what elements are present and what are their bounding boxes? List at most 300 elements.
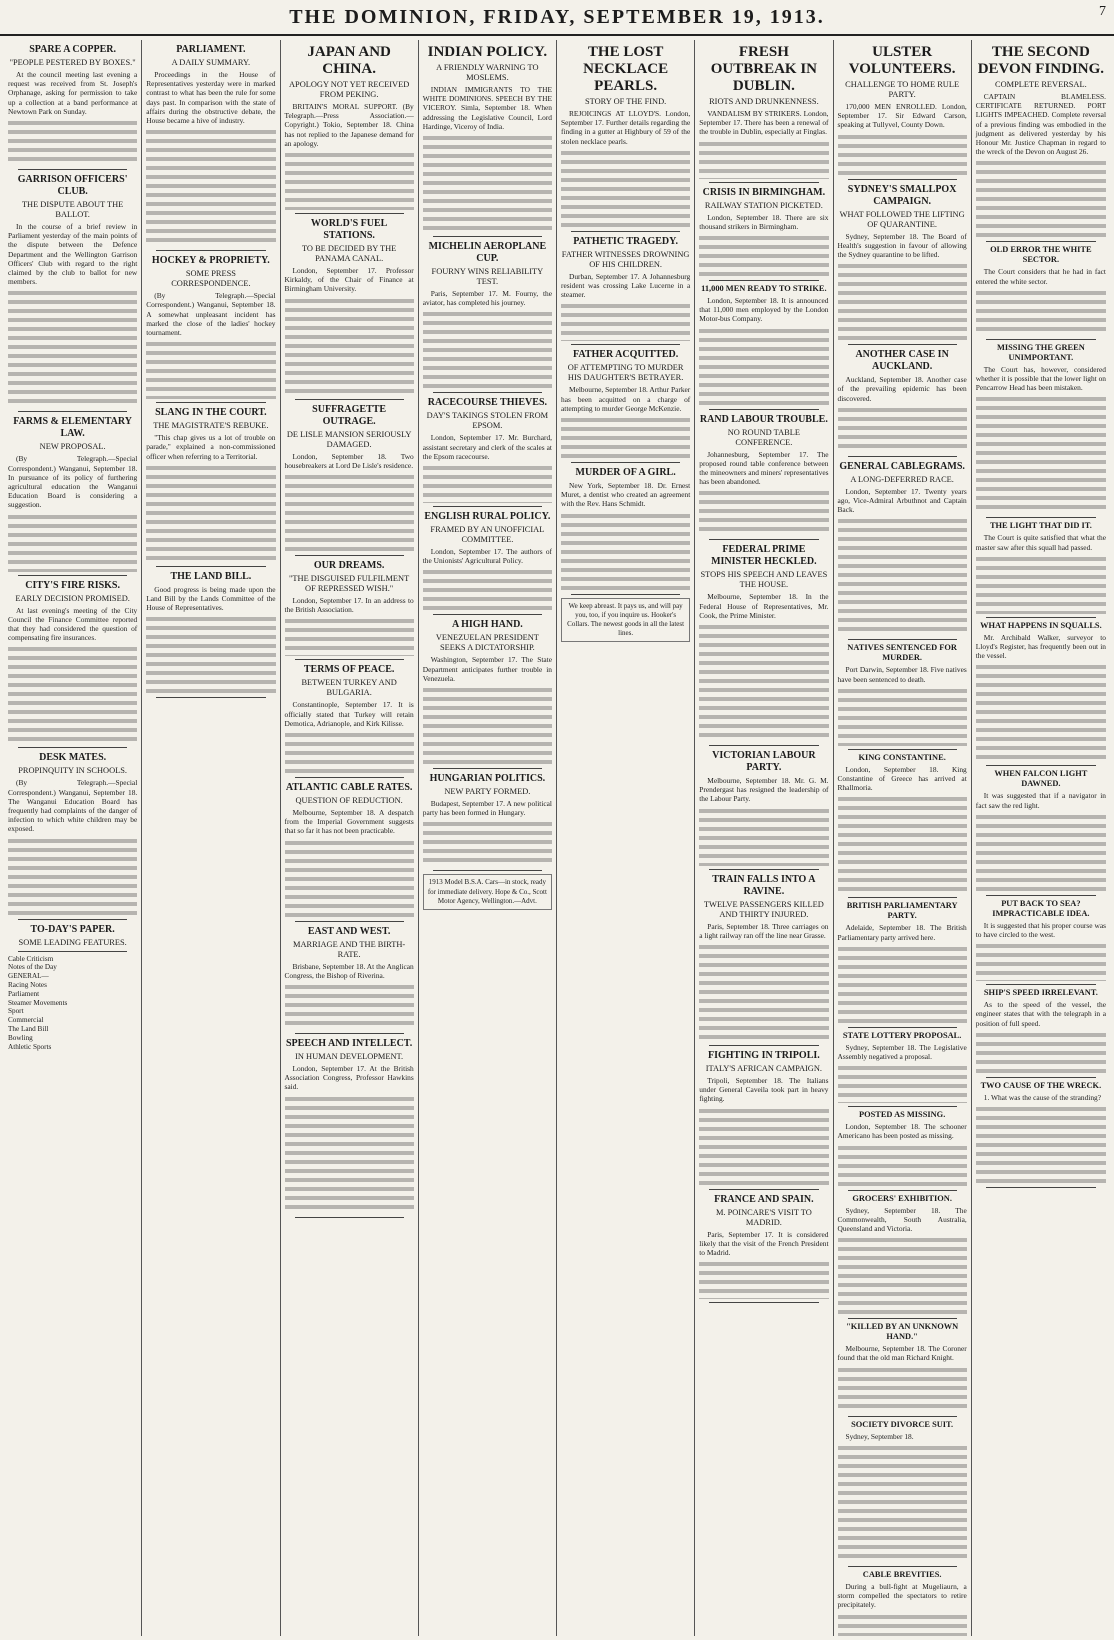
article: [699, 544, 828, 746]
article-body: Tripoli, September 18. The Italians under General Caveila took part in heavy fighting.: [699, 1076, 829, 1104]
article-headline: DESK MATES.: [39, 752, 107, 764]
article-subhead: OF ATTEMPTING TO MURDER HIS DAUGHTER'S BETRAYER.: [567, 363, 684, 383]
article-subhead: SOCIETY DIVORCE SUIT.: [851, 1419, 954, 1429]
article-text-lines: [976, 1104, 1106, 1184]
article-text-lines: [838, 1443, 967, 1563]
article-headline: SYDNEY'S SMALLPOX CAMPAIGN.: [847, 183, 957, 207]
article-text-lines: [976, 288, 1106, 336]
article: [699, 414, 828, 541]
contents-item: Bowling: [8, 1033, 33, 1042]
article-headline: EAST AND WEST.: [307, 925, 391, 937]
article-headline: HOCKEY & PROPRIETY.: [151, 255, 270, 267]
article-text-lines: [838, 261, 967, 341]
article-headline: JAPAN AND CHINA.: [307, 44, 391, 77]
article: [423, 44, 552, 237]
article-text-lines: [423, 685, 552, 765]
article-body: Melbourne, September 18. In the Federal House of Representatives, Mr. Cook, the Prime Minister.: [699, 592, 829, 620]
article: [838, 184, 967, 346]
article: [423, 511, 552, 615]
article-body: London, September 18. It is announced that 11,000 men employed by the London Motor-bus Company.: [699, 296, 829, 324]
article-headline: TO-DAY'S PAPER.: [30, 923, 115, 935]
article: [838, 44, 967, 180]
contents-item: Racing Notes: [8, 981, 47, 990]
article-headline: FIGHTING IN TRIPOLI.: [707, 1050, 820, 1062]
article-body: Adelaide, September 18. The British Parliamentary party arrived here.: [837, 923, 967, 942]
article-headline: FARMS & ELEMENTARY LAW.: [13, 416, 132, 440]
contents-item: The Land Bill: [8, 1025, 49, 1034]
article: [976, 988, 1106, 1078]
article-body: London, September 18. Two housebreakers at Lord De Lisle's residence.: [284, 451, 414, 470]
article-text-lines: [976, 158, 1106, 238]
article-headline: TRAIN FALLS INTO A RAVINE.: [712, 873, 816, 897]
article-divider: [571, 344, 680, 345]
article-headline: ANOTHER CASE IN AUCKLAND.: [855, 349, 949, 373]
article-headline: FEDERAL PRIME MINISTER HECKLED.: [711, 544, 817, 568]
article-body: INDIAN IMMIGRANTS TO THE WHITE DOMINIONS. SPEECH BY THE VICEROY. Simla, September 18. When addressing the Legislative Council, Lord Hardinge, Viceroy of India.: [422, 85, 552, 131]
article-body: (By Telegraph.—Special Correspondent.) Wanganui, September 18. A somewhat unpleasant incident has marked the close of the ladies' hockey tournament.: [146, 291, 276, 338]
article-subhead: QUESTION OF REDUCTION.: [295, 796, 403, 806]
article-headline: PARLIAMENT.: [176, 44, 246, 55]
article-headline: ENGLISH RURAL POLICY.: [424, 511, 551, 523]
article-headline: FRANCE AND SPAIN.: [714, 1193, 814, 1205]
article-divider: [986, 339, 1096, 340]
column-1: [4, 40, 142, 1636]
article-divider: [709, 1302, 818, 1303]
article: [561, 467, 690, 595]
article: [285, 404, 414, 556]
article-divider: [709, 539, 818, 540]
article-subhead: PUT BACK TO SEA? IMPRACTICABLE IDEA.: [992, 898, 1090, 918]
masthead-title: THE DOMINION, FRIDAY, SEPTEMBER 19, 1913.: [289, 6, 825, 28]
article: [423, 773, 552, 871]
article-subhead: IN HUMAN DEVELOPMENT.: [295, 1052, 404, 1062]
page-number: 7: [1099, 4, 1106, 19]
article-body: Paris, September 17. It is considered likely that the visit of the French President to Madrid.: [699, 1229, 829, 1258]
article-body: CAPTAIN BLAMELESS. CERTIFICATE RETURNED. PORT LIGHTS IMPEACHED. Complete reversal of a previous finding was embodied in the judgment as delivered yesterday by his Honour Mr. Justice Chapman in regard to the wreck of the Devon on August 26.: [975, 92, 1106, 157]
article-divider: [156, 566, 265, 567]
article-divider: [295, 921, 404, 922]
column-6: [695, 40, 833, 1636]
article: [976, 245, 1106, 339]
article-body: London, September 18. The schooner Americano has been posted as missing.: [837, 1122, 967, 1141]
article-subhead: NEW PROPOSAL.: [39, 442, 106, 452]
article-body: In the course of a brief review in Parliament yesterday of the main points of the dispute between the Defence Department and the Wellington Garrison Officers' Club with regard to the right claimed by the club to ballot for new members.: [8, 222, 138, 287]
article-text-lines: [976, 554, 1106, 614]
article-subhead: A LONG-DEFERRED RACE.: [850, 474, 954, 484]
article-divider: [295, 399, 404, 400]
article: [8, 416, 137, 575]
article-divider: [433, 392, 542, 393]
article-body: BRITAIN'S MORAL SUPPORT. (By Telegraph.—Press Association.—Copyright.) Tokio, September 18. China has not replied to the Japanese demand for an apology.: [284, 102, 414, 148]
article: [838, 1031, 967, 1107]
contents-item: Athletic Sports: [8, 1042, 52, 1051]
article-body: At last evening's meeting of the City Council the Finance Committee reported that they had considered the question of compensating fire insurances.: [8, 605, 138, 643]
article-divider: [709, 280, 818, 281]
article-text-lines: [423, 567, 552, 611]
article-body: It was suggested that if a navigator in fact saw the red light.: [975, 791, 1106, 810]
article-divider: [709, 745, 818, 746]
article-headline: RAND LABOUR TROUBLE.: [699, 413, 828, 425]
column-4: [419, 40, 557, 1636]
article-subhead: RIOTS AND DRUNKENNESS.: [709, 97, 819, 106]
article-subhead: SHIP'S SPEED IRRELEVANT.: [983, 988, 1098, 998]
article: [561, 44, 690, 232]
contents-item: Cable Criticism: [8, 954, 54, 963]
article-text-lines: [561, 415, 690, 459]
article-subhead: WHAT FOLLOWED THE LIFTING OF QUARANTINE.: [839, 209, 965, 229]
article-headline: TERMS OF PEACE.: [303, 664, 395, 676]
article-body: Durban, September 17. A Johannesburg resident was crossing Lake Lucerne in a steamer.: [561, 271, 691, 300]
article: [838, 1420, 967, 1567]
article-text-lines: [838, 944, 967, 1024]
article-subhead: TWELVE PASSENGERS KILLED AND THIRTY INJURED.: [703, 899, 824, 919]
article-body: London, September 17. The authors of the Unionists' Agricultural Policy.: [422, 547, 552, 566]
article-subhead: POSTED AS MISSING.: [858, 1110, 946, 1120]
article-divider: [433, 768, 542, 769]
article-body: Proceedings in the House of Representatives yesterday were in marked contrast to what has been the rule for some days past. In comparison with the state of affairs during the obstructive debate, the House became a hive of industry.: [146, 70, 276, 126]
article-body: At the council meeting last evening a request was received from St. Joseph's Orphanage, asking for permission to take up a collection at a band performance at Newtown Park on Sunday.: [8, 70, 138, 116]
article-divider: [986, 895, 1096, 896]
article-body: The Court is quite satisfied that what the master saw after this squall had passed.: [975, 533, 1106, 552]
article-headline: MICHELIN AEROPLANE CUP.: [428, 241, 547, 265]
advertisement: 1913 Model B.S.A. Cars—in stock, ready for immediate delivery. Hope & Co., Scott Motor Agency, Wellington.—Advt.: [423, 874, 552, 910]
article-text-lines: [561, 511, 690, 591]
article-subhead: A DAILY SUMMARY.: [171, 58, 251, 67]
article-body: Good progress is being made upon the Land Bill by the Lands Committee of the House of Representatives.: [146, 584, 276, 613]
article-text-lines: [838, 794, 967, 894]
column-3: [281, 40, 419, 1636]
article: [699, 750, 828, 870]
article-divider: [433, 614, 542, 615]
article-divider: [18, 951, 127, 952]
article-divider: [848, 897, 957, 898]
article-text-lines: [976, 662, 1106, 762]
article-headline: OUR DREAMS.: [313, 560, 385, 572]
article-headline: FATHER ACQUITTED.: [573, 349, 679, 361]
article-headline: SPEECH AND INTELLECT.: [286, 1038, 413, 1050]
article-divider: [156, 402, 265, 403]
article-subhead: CABLE BREVITIES.: [862, 1569, 942, 1579]
article-divider: [18, 169, 127, 170]
article-body: 1. What was the cause of the stranding?: [983, 1092, 1102, 1102]
article-text-lines: [838, 1365, 967, 1413]
article-body: Brisbane, September 18. At the Anglican Congress, the Bishop of Riverina.: [284, 961, 414, 980]
article-subhead: SOME PRESS CORRESPONDENCE.: [171, 269, 251, 289]
article-text-lines: [8, 118, 137, 166]
article: [976, 343, 1106, 519]
article-text-lines: [699, 488, 828, 536]
article: [561, 349, 690, 463]
article-text-lines: [699, 1106, 828, 1186]
article: [838, 1194, 967, 1320]
article-headline: HUNGARIAN POLITICS.: [429, 773, 546, 785]
article-subhead: FOURNY WINS RELIABILITY TEST.: [431, 267, 544, 287]
article-body: Paris, September 18. Three carriages on a light railway ran off the line near Grasse.: [699, 921, 829, 940]
article-subhead: FATHER WITNESSES DROWNING OF HIS CHILDREN.: [561, 249, 690, 269]
article-subhead: WHEN FALCON LIGHT DAWNED.: [994, 769, 1088, 789]
article-body: New York, September 18. Dr. Ernest Muret, a dentist who created an agreement with the Rev. Hans Schmidt.: [561, 481, 691, 509]
article-body: Melbourne, September 18. The Coroner found that the old man Richard Knight.: [837, 1344, 967, 1363]
article: [146, 44, 275, 251]
article-subhead: NO ROUND TABLE CONFERENCE.: [727, 427, 800, 447]
article-text-lines: [8, 288, 137, 408]
article-body: Port Darwin, September 18. Five natives have been sentenced to death.: [837, 665, 967, 684]
article-divider: [295, 555, 404, 556]
contents-item: Sport: [8, 1007, 24, 1016]
article: [8, 44, 137, 170]
article-divider: [848, 1190, 957, 1191]
article-subhead: "THE DISGUISED FULFILMENT OF REPRESSED WISH.": [289, 574, 410, 594]
article-text-lines: [699, 326, 828, 406]
article-divider: [295, 777, 404, 778]
article-body: Sydney, September 18. The Commonwealth, South Australia, Queensland and Victoria.: [837, 1205, 967, 1234]
article: [699, 874, 828, 1046]
article-body: REJOICINGS AT LLOYD'S. London, September 17. Further details regarding the finding in a gutter at Highbury of 59 of the stolen necklace pearls.: [561, 109, 691, 146]
article: [976, 521, 1106, 617]
article-text-lines: [285, 1094, 414, 1214]
article-text-lines: [838, 516, 967, 636]
article-headline: THE LOST NECKLACE PEARLS.: [583, 44, 669, 94]
article: [285, 1038, 414, 1218]
article-text-lines: [561, 148, 690, 228]
article-divider: [295, 213, 404, 214]
article-divider: [709, 182, 818, 183]
article-divider: [986, 241, 1096, 242]
column-7: [834, 40, 972, 1636]
article-body: It is suggested that his proper course was to have circled to the west.: [975, 920, 1106, 940]
article-divider: [848, 344, 957, 345]
article-text-lines: [8, 644, 137, 744]
article-headline: INDIAN POLICY.: [427, 44, 548, 60]
column-5: [557, 40, 695, 1636]
article-divider: [295, 659, 404, 660]
article-body: Sydney, September 18. The Legislative Assembly negatived a proposal.: [837, 1042, 967, 1062]
article-body: As to the speed of the vessel, the engineer states that with the telegraph in a position of full speed.: [975, 1000, 1106, 1028]
article-body: During a bull-fight at Mugeliaurn, a storm compelled the spectators to retire precipitately.: [837, 1581, 967, 1610]
article-subhead: PROPINQUITY IN SCHOOLS.: [18, 766, 128, 776]
article-text-lines: [423, 133, 552, 233]
article: [976, 1081, 1106, 1188]
article-divider: [848, 749, 957, 750]
article-headline: CRISIS IN BIRMINGHAM.: [702, 186, 826, 198]
article-subhead: GROCERS' EXHIBITION.: [852, 1193, 952, 1203]
article-text-lines: [976, 1030, 1106, 1074]
article-text-lines: [838, 686, 967, 746]
article: [285, 560, 414, 660]
article: [8, 752, 137, 919]
article-subhead: MISSING THE GREEN UNIMPORTANT.: [996, 342, 1085, 362]
article-headline: VICTORIAN LABOUR PARTY.: [712, 750, 816, 774]
article-text-lines: [838, 1143, 967, 1187]
article-headline: ULSTER VOLUNTEERS.: [848, 44, 956, 77]
article-text-lines: [838, 1612, 967, 1637]
article-text-lines: [146, 339, 275, 399]
article-text-lines: [976, 941, 1106, 981]
article-text-lines: [699, 1259, 828, 1299]
advertisement: We keep abreast. It pays us, and will pay you, too, if you inquire us. Hooker's Collars. The newest goods in all the latest lines.: [561, 598, 690, 643]
news-columns: [4, 40, 1110, 1636]
article-divider: [986, 617, 1096, 618]
article: [838, 753, 967, 899]
article-headline: RACECOURSE THIEVES.: [427, 397, 548, 409]
article-subhead: MARRIAGE AND THE BIRTH-RATE.: [293, 939, 406, 959]
article-text-lines: [838, 405, 967, 453]
article-text-lines: [976, 812, 1106, 892]
article-headline: A HIGH HAND.: [451, 619, 523, 631]
article: [285, 782, 414, 922]
article-divider: [848, 1027, 957, 1028]
article-text-lines: [561, 301, 690, 341]
article: [699, 44, 828, 183]
article-subhead: STOPS HIS SPEECH AND LEAVES THE HOUSE.: [700, 570, 828, 590]
article-text-lines: [838, 1063, 967, 1103]
article-body: London, September 18. King Constantine of Greece has arrived at Rhallmoria.: [837, 764, 967, 793]
contents-item: Parliament: [8, 989, 40, 998]
article-body: The Court considers that he had in fact entered the white sector.: [975, 267, 1106, 286]
article-subhead: SOME LEADING FEATURES.: [18, 937, 127, 947]
article-body: London, September 18. There are six thousand strikers in Birmingham.: [699, 212, 829, 231]
contents-item: Steamer Movements: [8, 998, 68, 1007]
article-headline: SPARE A COPPER.: [29, 44, 117, 55]
article-text-lines: [423, 819, 552, 867]
article-divider: [156, 697, 265, 698]
article: [423, 397, 552, 507]
article-divider: [709, 869, 818, 870]
article-text-lines: [976, 394, 1106, 514]
article-headline: MURDER OF A GIRL.: [575, 467, 676, 479]
article-body: Mr. Archibald Walker, surveyor to Lloyd's Register, has frequently been out in the vessel.: [975, 632, 1106, 661]
article: [976, 44, 1106, 242]
article: [838, 1322, 967, 1416]
article: [285, 926, 414, 1034]
article-divider: [986, 1077, 1096, 1078]
article-body: London, September 17. At the British Association Congress, Professor Hawkins said.: [284, 1064, 414, 1092]
article: [699, 1050, 828, 1190]
article-body: London, September 17. Twenty years ago, Vice-Admiral Arbuthnot and Captain Back.: [837, 486, 967, 515]
article-subhead: NATIVES SENTENCED FOR MURDER.: [847, 643, 957, 663]
article-divider: [433, 236, 542, 237]
article: [976, 621, 1106, 767]
article: [976, 769, 1106, 895]
article-headline: WORLD'S FUEL STATIONS.: [310, 218, 388, 242]
article-headline: ATLANTIC CABLE RATES.: [285, 782, 413, 794]
article-subhead: EARLY DECISION PROMISED.: [15, 593, 130, 603]
contents-item: GENERAL—: [8, 972, 49, 981]
article-subhead: VENEZUELAN PRESIDENT SEEKS A DICTATORSHIP.: [435, 633, 539, 653]
article-headline: SUFFRAGETTE OUTRAGE.: [312, 403, 387, 427]
article-divider: [709, 409, 818, 410]
article-text-lines: [838, 1235, 967, 1315]
article-body: London, September 17. Professor Kirkaldy, of the Chair of Finance at Birmingham University.: [284, 266, 414, 294]
article-body: VANDALISM BY STRIKERS. London, September 17. There has been a renewal of the trouble in Dublin, especially at Finglas.: [699, 109, 829, 137]
article-subhead: STATE LOTTERY PROPOSAL.: [842, 1030, 962, 1040]
article-subhead: BETWEEN TURKEY AND BULGARIA.: [301, 678, 397, 698]
article-subhead: "KILLED BY AN UNKNOWN HAND.": [846, 1322, 959, 1342]
article-divider: [848, 1566, 957, 1567]
article: [838, 461, 967, 641]
article-body: The Court has, however, considered whether it is possible that the lower light on Pencarrow Head has been mistaken.: [975, 364, 1106, 393]
article-subhead: THE MAGISTRATE'S REBUKE.: [153, 421, 269, 431]
article-text-lines: [285, 730, 414, 774]
article-subhead: STORY OF THE FIND.: [584, 97, 667, 106]
article-text-lines: [699, 806, 828, 866]
article-headline: THE SECOND DEVON FINDING.: [977, 44, 1105, 77]
article-divider: [848, 639, 957, 640]
article: [976, 899, 1106, 985]
article: [146, 255, 275, 403]
article-headline: FRESH OUTBREAK IN DUBLIN.: [710, 44, 818, 94]
article-text-lines: [423, 463, 552, 503]
article-subhead: APOLOGY NOT YET RECEIVED FROM PEKING.: [288, 80, 410, 99]
contents-list: [8, 955, 137, 1052]
article-text-lines: [699, 942, 828, 1042]
column-8: [972, 40, 1110, 1636]
article-body: Budapest, September 17. A new political party has been formed in Hungary.: [422, 799, 552, 818]
article-subhead: RAILWAY STATION PICKETED.: [704, 200, 823, 210]
article: [8, 924, 137, 952]
article-text-lines: [285, 472, 414, 552]
article: [699, 284, 828, 410]
article-headline: THE LAND BILL.: [170, 570, 252, 582]
article-divider: [433, 506, 542, 507]
article-divider: [571, 462, 680, 463]
article-text-lines: [285, 982, 414, 1030]
article-subhead: TO BE DECIDED BY THE PANAMA CANAL.: [301, 244, 397, 264]
article-subhead: THE LIGHT THAT DID IT.: [989, 521, 1092, 531]
article-body: "This chap gives us a lot of trouble on parade," explained a non-commissioned officer when referring to a Territorial.: [146, 433, 276, 461]
article-divider: [848, 1416, 957, 1417]
article-subhead: COMPLETE REVERSAL.: [995, 80, 1087, 89]
article: [285, 44, 414, 214]
article-body: (By Telegraph.—Special Correspondent.) Wanganui, September 18. In pursuance of its policy of furthering agricultural education the Wanganui Education Board is considering a suggestion.: [8, 454, 138, 510]
article: [146, 571, 275, 699]
article-subhead: WHAT HAPPENS IN SQUALLS.: [980, 620, 1102, 630]
article-subhead: 11,000 MEN READY TO STRIKE.: [701, 284, 827, 294]
article-text-lines: [146, 463, 275, 563]
column-2: [142, 40, 280, 1636]
article-subhead: ITALY'S AFRICAN CAMPAIGN.: [705, 1064, 822, 1074]
article-body: 170,000 MEN ENROLLED. London, September 17. Sir Edward Carson, speaking at Tullyvel, County Down.: [837, 102, 967, 130]
article-divider: [433, 870, 542, 871]
article-body: Melbourne, September 18. A despatch from the Imperial Government suggests that so far it has not been practicable.: [284, 808, 414, 836]
article-divider: [571, 231, 680, 232]
article-body: Paris, September 17. M. Fourny, the aviator, has completed his journey.: [422, 289, 552, 308]
article: [423, 241, 552, 393]
article-body: Johannesburg, September 17. The proposed round table conference between the mineowners and miners' representatives has been abandoned.: [699, 449, 829, 487]
article: [838, 643, 967, 749]
article: [423, 619, 552, 769]
article-divider: [18, 919, 127, 920]
article: [838, 349, 967, 457]
article-body: Constantinople, September 17. It is officially stated that Turkey will retain Demotica, Adrianople, and Kirk Kilisse.: [284, 700, 414, 728]
masthead: [0, 0, 1114, 36]
article-body: Sydney, September 18.: [845, 1431, 914, 1441]
article-headline: CITY'S FIRE RISKS.: [25, 579, 120, 591]
article-subhead: FRAMED BY AN UNOFFICIAL COMMITTEE.: [430, 525, 545, 545]
article-subhead: KING CONSTANTINE.: [858, 752, 946, 762]
article-divider: [986, 984, 1096, 985]
article-body: Sydney, September 18. The Board of Health's suggestion in favour of allowing the Sydney quarantine to be lifted.: [837, 231, 967, 260]
article-text-lines: [146, 614, 275, 694]
article-subhead: BRITISH PARLIAMENTARY PARTY.: [846, 901, 958, 921]
article-body: Auckland, September 18. Another case of the prevailing epidemic has been discovered.: [837, 375, 967, 403]
article: [8, 580, 137, 749]
article-body: (By Telegraph.—Special Correspondent.) Wanganui, September 18. The Wanganui Education Board has frequently had complaints of the danger of infection to which white children may be exposed.: [8, 778, 138, 834]
article-text-lines: [838, 132, 967, 176]
article-subhead: OLD ERROR THE WHITE SECTOR.: [990, 245, 1092, 265]
article: [838, 901, 967, 1027]
article-text-lines: [699, 139, 828, 179]
